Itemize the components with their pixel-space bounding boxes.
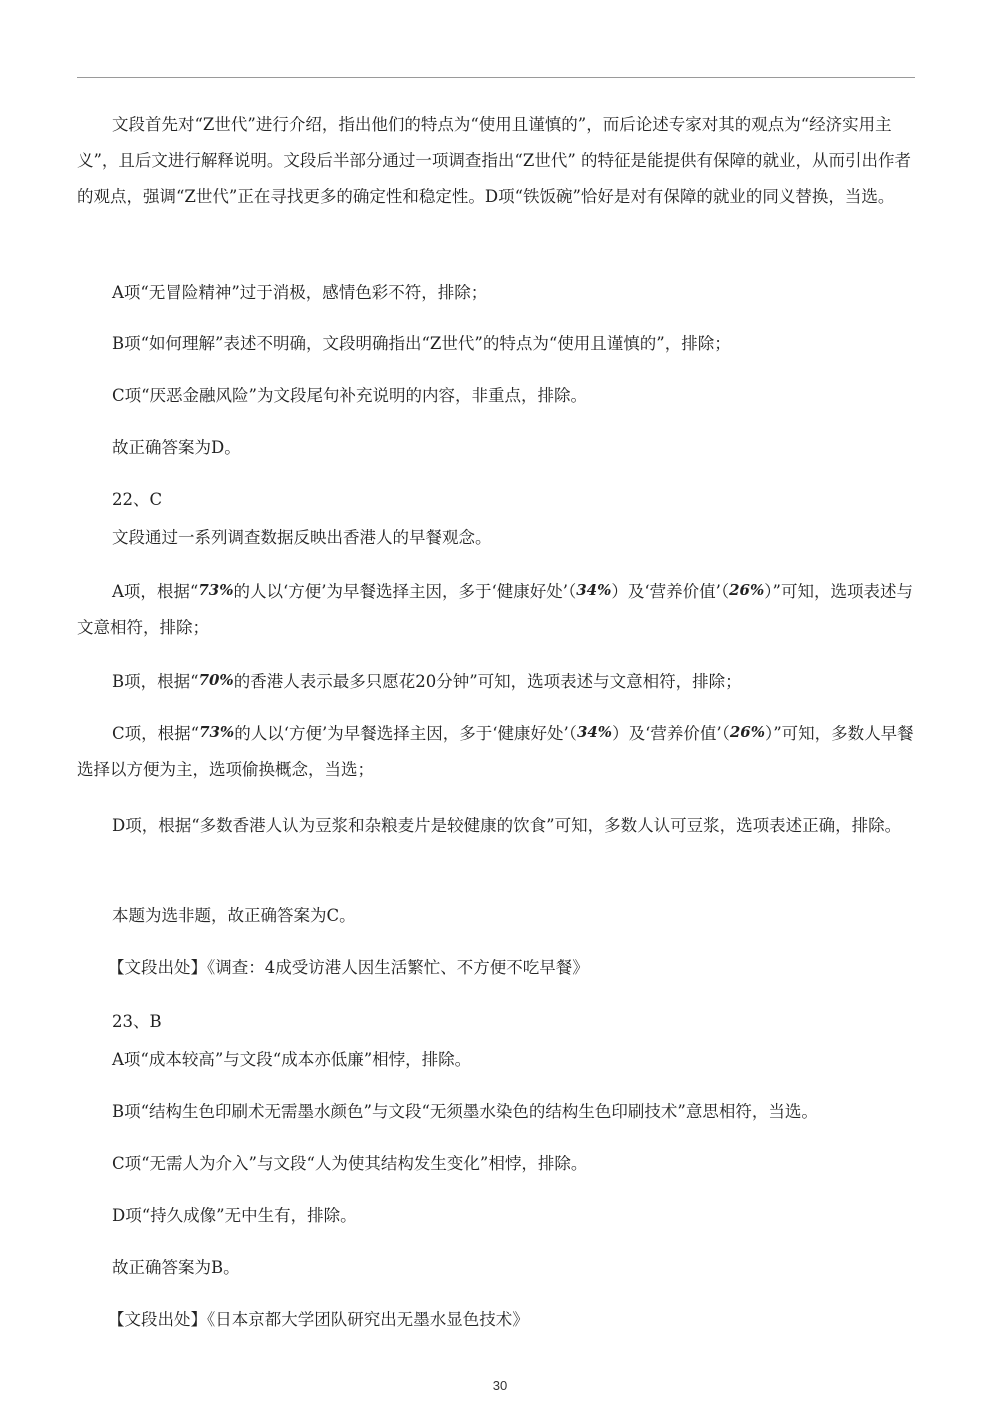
q23-option-a: A项“成本较高”与文段“成本亦低廉”相悖，排除。 xyxy=(112,1050,472,1069)
q21-analysis: 文段首先对“Z世代”进行介绍，指出他们的特点为“使用且谨慎的”，而后论述专家对其的观点为“经济实用主义”，且后文进行解释说明。文段后半部分通过一项调查指出“Z世代” 的特征是能提供有保障的就业，从而引出作者的观点，强调“Z世代”正在寻找更多的确定性和稳定性。D项“铁饭碗”恰好是对有保障的就业的同义替换，当选。 xyxy=(77,115,912,206)
q22-option-c-percent-3: 26% xyxy=(729,723,765,741)
q22-option-c-percent-1: 73% xyxy=(199,723,235,741)
q21-conclusion: 故正确答案为D。 xyxy=(112,438,241,457)
q22-option-b-text-2: 的香港人表示最多只愿花20分钟”可知，选项表述与文意相符，排除； xyxy=(233,672,742,691)
q22-option-a-text-1: A项，根据“ xyxy=(112,582,199,601)
q22-option-c-text-1: C项，根据“ xyxy=(112,724,200,743)
q22-option-a-percent-2: 34% xyxy=(576,581,612,599)
q22-source: 【文段出处】《调查：4成受访港人因生活繁忙、不方便不吃早餐》 xyxy=(108,958,589,977)
q21-option-a: A项“无冒险精神”过于消极，感情色彩不符，排除； xyxy=(112,283,488,302)
q22-option-c-text-3: ）及‘营养价值’（ xyxy=(612,724,730,743)
q21-option-c: C项“厌恶金融风险”为文段尾句补充说明的内容，非重点，排除。 xyxy=(112,386,587,405)
q22-option-c xyxy=(77,714,915,788)
page-number: 30 xyxy=(492,1378,508,1393)
q22-option-a-text-4: ）”可知，选项表述与文意相符，排除； xyxy=(77,582,913,637)
q22-option-b xyxy=(112,662,950,700)
q22-option-a-percent-1: 73% xyxy=(198,581,234,599)
q22-header: 22、C xyxy=(112,490,163,509)
q22-option-a-percent-3: 26% xyxy=(729,581,765,599)
q23-option-d: D项“持久成像”无中生有，排除。 xyxy=(112,1206,357,1225)
q23-conclusion: 故正确答案为B。 xyxy=(112,1258,240,1277)
q22-option-a-text-3: ）及‘营养价值’（ xyxy=(611,582,730,601)
q22-option-c-text-4: ）”可知，多数人早餐选择以方便为主，选项偷换概念，当选； xyxy=(77,724,914,779)
q22-option-c-percent-2: 34% xyxy=(576,723,613,741)
q22-intro: 文段通过一系列调查数据反映出香港人的早餐观念。 xyxy=(112,528,492,547)
q23-header: 23、B xyxy=(112,1012,162,1031)
q21-option-b: B项“如何理解”表述不明确，文段明确指出“Z世代”的特点为“使用且谨慎的”，排除； xyxy=(112,334,731,353)
q22-option-a-text-2: 的人以‘方便’为早餐选择主因，多于‘健康好处’（ xyxy=(233,582,577,601)
q22-option-c-text-2: 的人以‘方便’为早餐选择主因，多于‘健康好处’（ xyxy=(234,724,577,743)
q22-option-a xyxy=(77,572,915,646)
q23-source: 【文段出处】《日本京都大学团队研究出无墨水显色技术》 xyxy=(108,1310,529,1329)
header-rule xyxy=(77,77,915,78)
q22-option-b-percent-1: 70% xyxy=(198,671,234,689)
q23-option-b: B项“结构生色印刷术无需墨水颜色”与文段“无须墨水染色的结构生色印刷技术”意思相符，当选。 xyxy=(112,1102,818,1121)
q23-option-c: C项“无需人为介入”与文段“人为使其结构发生变化”相悖，排除。 xyxy=(112,1154,588,1173)
q22-option-d: D项，根据“多数香港人认为豆浆和杂粮麦片是较健康的饮食”可知，多数人认可豆浆，选项表述正确，排除。 xyxy=(112,816,902,835)
q22-option-b-text-1: B项，根据“ xyxy=(112,672,199,691)
q22-conclusion: 本题为选非题，故正确答案为C。 xyxy=(112,906,356,925)
